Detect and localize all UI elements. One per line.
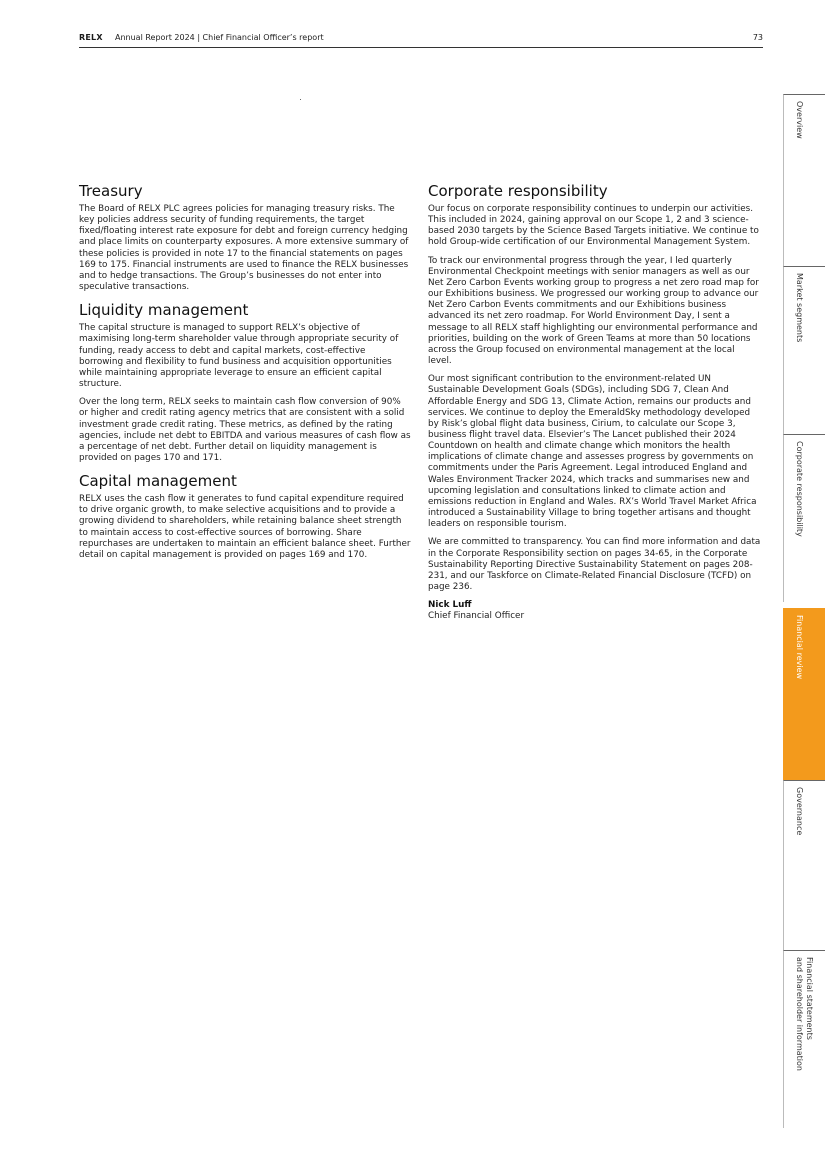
tab-financial-statements[interactable] <box>783 950 825 1128</box>
corporate-responsibility-heading: Corporate responsibility <box>428 182 608 200</box>
tab-corporate-responsibility-label: Corporate responsibility <box>795 441 804 537</box>
liquidity-paragraph-1: The capital structure is managed to support RELX’s objective of maximising long-term shareholder value through appropriate security of funding, ready access to debt and capital markets, cost-effective borrowing and flexibility to fund business and acquisition opportunities while maintaining appropriate leverage to ensure an efficient capital structure. <box>79 323 399 390</box>
tab-market-segments-label: Market segments <box>795 273 804 343</box>
capital-heading: Capital management <box>79 472 237 491</box>
tab-overview-label: Overview <box>795 101 804 139</box>
signatory-role: Chief Financial Officer <box>428 611 525 622</box>
right-column <box>428 182 761 622</box>
liquidity-heading: Liquidity management <box>79 301 249 320</box>
page-header <box>79 30 763 48</box>
tab-corporate-responsibility[interactable] <box>783 434 825 602</box>
cr-paragraph-1: Our focus on corporate responsibility continues to underpin our activities. This included in 2024, gaining approval on our Scope 1, 2 and 3 science-based 2030 targets by the Science Based Targets initiative. We continue to hold Group-wide certification of our Environmental Management System. <box>428 204 759 248</box>
treasury-paragraph: The Board of RELX PLC agrees policies for managing treasury risks. The key policies address security of funding requirements, the target fixed/floating interest rate exposure for debt and foreign currency hedging and place limits on counterparty exposures. A more extensive summary of these policies is provided in note 17 to the financial statements on pages 169 to 175. Financial instruments are used to finance the RELX businesses and to hedge transactions. The Group’s businesses do not enter into speculative transactions. <box>79 204 409 293</box>
cr-paragraph-4: We are committed to transparency. You can find more information and data in the Corporate Responsibility section on pages 34-65, in the Corporate Sustainability Reporting Directive Sustainability Statement on pages 208-231, and our Taskforce on Climate-Related Financial Disclosure (TCFD) on page 236. <box>428 537 761 592</box>
tab-overview[interactable] <box>783 94 825 266</box>
left-column <box>79 182 412 568</box>
treasury-heading: Treasury <box>79 182 143 200</box>
decorative-dot <box>300 99 301 100</box>
signatory-name: Nick Luff <box>428 600 472 611</box>
tab-market-segments[interactable] <box>783 266 825 434</box>
tab-financial-statements-label: Financial statements and shareholder information <box>795 957 814 1071</box>
liquidity-paragraph-2: Over the long term, RELX seeks to maintain cash flow conversion of 90% or higher and credit rating agency metrics that are consistent with a solid investment grade credit rating. These metrics, as defined by the rating agencies, include net debt to EBITDA and various measures of cash flow as a percentage of net debt. Further detail on liquidity management is provided on pages 170 and 171. <box>79 397 411 463</box>
section-tabs <box>783 94 825 1128</box>
tab-governance[interactable] <box>783 780 825 950</box>
tab-governance-label: Governance <box>795 787 804 836</box>
tab-financial-review-label: Financial review <box>795 615 804 680</box>
tab-financial-review[interactable] <box>783 608 825 780</box>
brand-name: RELX <box>79 33 103 42</box>
report-title: Annual Report 2024 | Chief Financial Officer’s report <box>115 33 324 42</box>
cr-paragraph-3: Our most significant contribution to the environment-related UN Sustainable Development Goals (SDGs), including SDG 7, Clean And Affordable Energy and SDG 13, Climate Action, remains our products and services. We continue to deploy the EmeraldSky methodology developed by Risk’s global flight data business, Cirium, to calculate our Scope 3, business flight travel data. Elsevier’s The Lancet published their 2024 Countdown on health and climate change which monitors the health implications of climate change and assesses progress by governments on commitments under the Paris Agreement. Legal introduced England and Wales Environment Tracker 2024, which tracks and summarises new and upcoming legislation and consultations linked to climate action and emissions reduction in England and Wales. RX’s World Travel Market Africa introduced a Sustainability Village to bring together artisans and thought leaders on responsible tourism. <box>428 374 757 530</box>
capital-paragraph: RELX uses the cash flow it generates to fund capital expenditure required to drive organic growth, to make selective acquisitions and to provide a growing dividend to shareholders, while retaining balance sheet strength to maintain access to cost-effective sources of borrowing. Share repurchases are undertaken to maintain an efficient balance sheet. Further detail on capital management is provided on pages 169 and 170. <box>79 494 411 560</box>
cr-paragraph-2: To track our environmental progress through the year, I led quarterly Environmental Checkpoint meetings with senior managers as well as our Net Zero Carbon Events working group to progress a net zero road map for our Exhibitions business. We progressed our working group to advance our Net Zero Carbon Events commitments and our Exhibitions business advanced its net zero roadmap. For World Environment Day, I sent a message to all RELX staff highlighting our environmental performance and priorities, building on the work of Green Teams at more than 50 locations across the Group focused on environmental management at the local level. <box>428 255 759 367</box>
page-number: 73 <box>752 33 763 42</box>
